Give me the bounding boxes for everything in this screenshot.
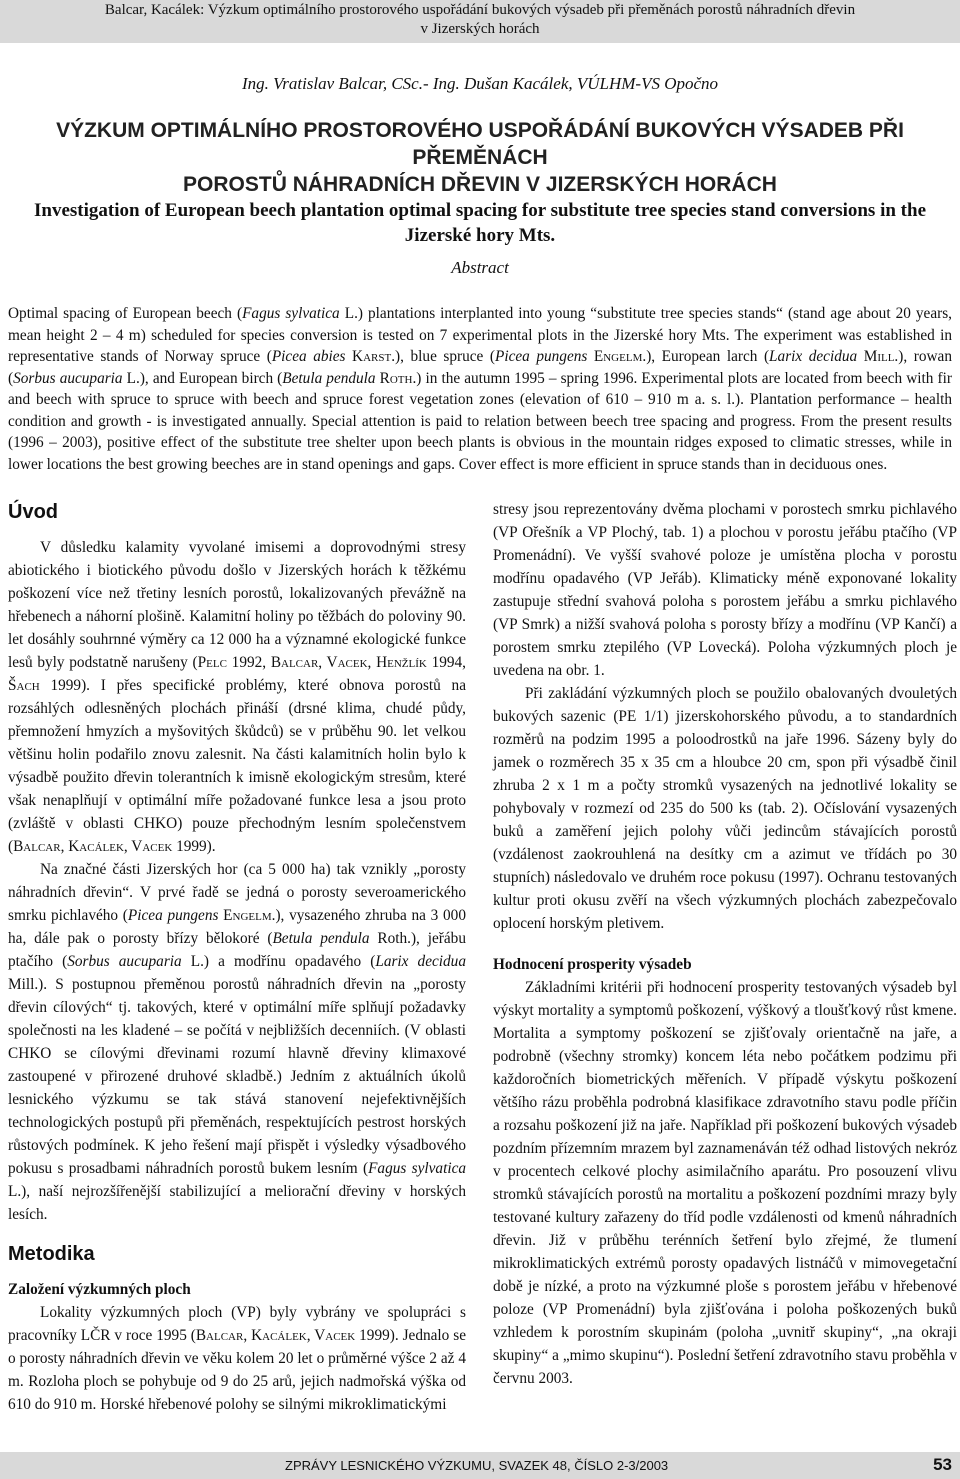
abstract-text: Optimal spacing of European beech (Fagus sylvatica L.) plantations interplanted into young “substitute tree species stands“ (stand age about 20 years, mean height 2 – 4 m) scheduled for species conversion is tested on 7 experimental plots in the Jizerské hory Mts. The experiment was established in representative stands of Norway spruce (Picea abies Karst.), blue spruce (Picea pungens Engelm.), European larch (Larix decidua Mill.), rowan (Sorbus aucuparia L.), and European birch (Betula pendula Roth.) in the autumn 1995 – spring 1996. Experimental plots are located from beech with fir and beech with spruce to spruce with beech and spruce forest vegetation zones (elevation of 610 – 910 m a. s. l.). Plantation performance – health condition and growth - is investigated annually. Special attention is paid to relation between beech tree spacing and progress. From the present results (1996 – 2003), positive effect of the substitute tree shelter upon beech plants is obvious in the mountain ridges exposed to climatic stresses, while in lower locations the best growing beeches are in stand openings and gaps. Cover effect is more efficient in spruce stands than in deciduous ones.	[8, 305, 953, 473]
paragraph: Při zakládání výzkumných ploch se použilo obalovaných dvouletých bukových sazenic (PE 1/1) jizerskohorského původu, a to standardních rozměrů na podzim 1995 a poloodrostků na jaře 1996. Sázeny byly do jamek o rozměrech 35 x 35 cm a hloubce 20 cm, spon při výsadbě činil zhruba 2 x 1 m a počty stromků vysazených na jednotlivé lokality se pohybovaly v rozmezí od 235 do 500 ks (tab. 2). Očíslování vysazených buků a zaměření jejich polohy vůči jedincům stávajících porostů (vzdálenost zaokrouhlená na desítky cm a azimut ve třídách po 30 stupních) následovalo ve druhém roce pokusu (1997). Ochranu testovaných kultur proti okusu zvěří na všech výzkumných plochách zabezpečovalo oplocení horským pletivem.	[493, 685, 957, 932]
paragraph: Na značné části Jizerských hor (ca 5 000 ha) tak vznikly „porosty náhradních dřevin“. V prvé řadě se jedná o porosty severoamerického smrku pichlavého (Picea pungens Engelm.), vysazeného zhruba na 3 000 ha, dále pak o porosty břízy bělokoré (Betula pendula Roth.), jeřábu ptačího (Sorbus aucuparia L.) a modřínu opadavého (Larix decidua Mill.). S postupnou přeměnou porostů náhradních dřevin na „porosty dřevin cílových“ tj. takových, které v optimální míře splňují požadavky společnosti na les kladené – se počítá v nejbližších decenniích. (V oblasti CHKO se cílovými dřevinami rozumí hlavně dřeviny klimaxové zastoupené v přirozené druhové skladbě.) Jedním z aktuálních úkolů lesnického výzkumu se tak stává stanovení nejefektivnějších technologických postupů při přeměnách, respektujících pestrost horských růstových podmínek. K jeho řešení mají přispět i výsledky výsadbového pokusu s prosadbami náhradních porostů bukem lesním (Fagus sylvatica L.), naší nejrozšířenější stabilizující a meliorační dřeviny v horských lesích.	[8, 861, 467, 1223]
running-header	[0, 0, 960, 43]
section-heading-uvod: Úvod	[8, 501, 58, 523]
title-czech-line2: POROSTŮ NÁHRADNÍCH DŘEVIN V JIZERSKÝCH HORÁCH	[183, 173, 777, 196]
title-czech	[0, 117, 960, 198]
journal-name: ZPRÁVY LESNICKÉHO VÝZKUMU, SVAZEK 48, ČÍSLO 2-3/2003	[285, 1458, 669, 1473]
right-column	[493, 498, 957, 1390]
paragraph: Lokality výzkumných ploch (VP) byly vybrány ve spolupráci s pracovníky LČR v roce 1995 (Balcar, Kacálek, Vacek 1999). Jednalo se o porosty náhradních dřevin ve věku kolem 20 let o průměrné výšce 2 až 4 m. Rozloha ploch se pohybuje od 9 do 25 arů, jejich nadmořská výška od 610 do 910 m. Horské hřebenové polohy se silnými mikroklimatickými	[8, 1304, 466, 1413]
running-header-line1: Balcar, Kacálek: Výzkum optimálního prostorového uspořádání bukových výsadeb při přeměnách porostů náhradních dřevin	[104, 2, 856, 18]
title-english: Investigation of European beech plantation optimal spacing for substitute tree species stand conversions in the Jizerské hory Mts.	[34, 200, 926, 246]
abstract-heading: Abstract	[451, 258, 509, 277]
paragraph: Základními kritérii při hodnocení prosperity testovaných výsadeb byl výskyt mortality a symptomů poškození, výškový a tloušťkový růst kmene. Mortalita a symptomy poškození se zjišťovaly orientačně na jaře, a podrobně (všechny stromky) koncem léta nebo počátkem podzimu při každoročních biometrických měřeních. V případě výskytu poškození většího rázu proběhla podrobná klasifikace zdravotního stavu podle příčin a rozsahu poškození již na jaře. Například při poškození bukových výsadeb pozdním přízemním mrazem byl zaznamenáván též odhad listových nekróz v procentech celkové plochy asimilačního aparátu. Pro posouzení vlivu stromků stávajících porostů na mortalitu a poškození pozdními mrazy byly testované kultury zařazeny do tříd podle vzdálenosti od kmenů náhradních dřevin. Již v průběhu terénních šetření bylo zřejmé, že tlumení mikroklimatických extrémů porosty opadavých listnáčů v mimovegetační době je nízké, a proto na výzkumné ploše s porostem jeřábu v hřebenové poloze (VP Promenádní) byla zjišťována i poloha poškozených buků vzhledem k porostním skupinám (poloha „uvnitř skupiny“, „na okraji skupiny“ a „mimo skupinu“). Poslední šetření zdravotního stavu proběhla v červnu 2003.	[493, 979, 957, 1387]
running-footer	[0, 1452, 960, 1479]
page-number: 53	[933, 1455, 952, 1474]
paragraph: stresy jsou reprezentovány dvěma plochami v porostech smrku pichlavého (VP Ořešník a VP Plochý, tab. 1) a plochou v porostu jeřábu ptačího (VP Promenádní). Ve vyšší svahové poloze je umístěna plocha v porostu modřínu opadavého (VP Jeřáb). Klimaticky méně exponované lokality zastupuje střední svahová poloha s porostem jeřábu a smrku pichlavého (VP Smrk) a nižší svahová poloha s porosty břízy a modřínu (VP Kančí) a porostem smrku ztepilého (VP Lovecká). Poloha výzkumných ploch je uvedena na obr. 1.	[493, 501, 957, 679]
subsection-heading-hodnoceni: Hodnocení prosperity výsadeb	[493, 956, 692, 973]
running-header-line2: v Jizerských horách	[420, 21, 540, 37]
subsection-heading-zalozeni: Založení výzkumných ploch	[8, 1281, 191, 1298]
left-column	[8, 498, 466, 1416]
authors: Ing. Vratislav Balcar, CSc.- Ing. Dušan Kacálek, VÚLHM-VS Opočno	[241, 74, 719, 93]
section-heading-metodika: Metodika	[8, 1243, 95, 1265]
paragraph: V důsledku kalamity vyvolané imisemi a doprovodnými stresy abiotického i biotického původu došlo v Jizerských horách k těžkému poškození více než třetiny lesních porostů, lokalizovaných převážně na hřebenech a náhorní plošině. Kalamitní holiny po těžbách do poloviny 90. let dosáhly souhrnné výměry ca 12 000 ha a významné ekologické funkce lesů byly podstatně narušeny (Pelc 1992, Balcar, Vacek, Henžlík 1994, Šach 1999). I přes specifické problémy, které obnova porostů na rozsáhlých odlesněných plochách přináší (drsné klima, chudé půdy, přemnožení hmyzích a myšovitých škůdců) se v průběhu 90. let velkou většinu holin podařilo znovu zalesnit. Na části kalamitních holin bylo k výsadbě použito dřevin tolerantních k imisně ekologickým stresům, které však nenaplňují v optimální míře požadované funkce lesa a jsou proto (zvláště v oblasti CHKO) pouze přechodným lesním společenstvem (Balcar, Kacálek, Vacek 1999).	[8, 539, 466, 855]
title-czech-line1: VÝZKUM OPTIMÁLNÍHO PROSTOROVÉHO USPOŘÁDÁNÍ BUKOVÝCH VÝSADEB PŘI PŘEMĚNÁCH	[56, 119, 904, 169]
